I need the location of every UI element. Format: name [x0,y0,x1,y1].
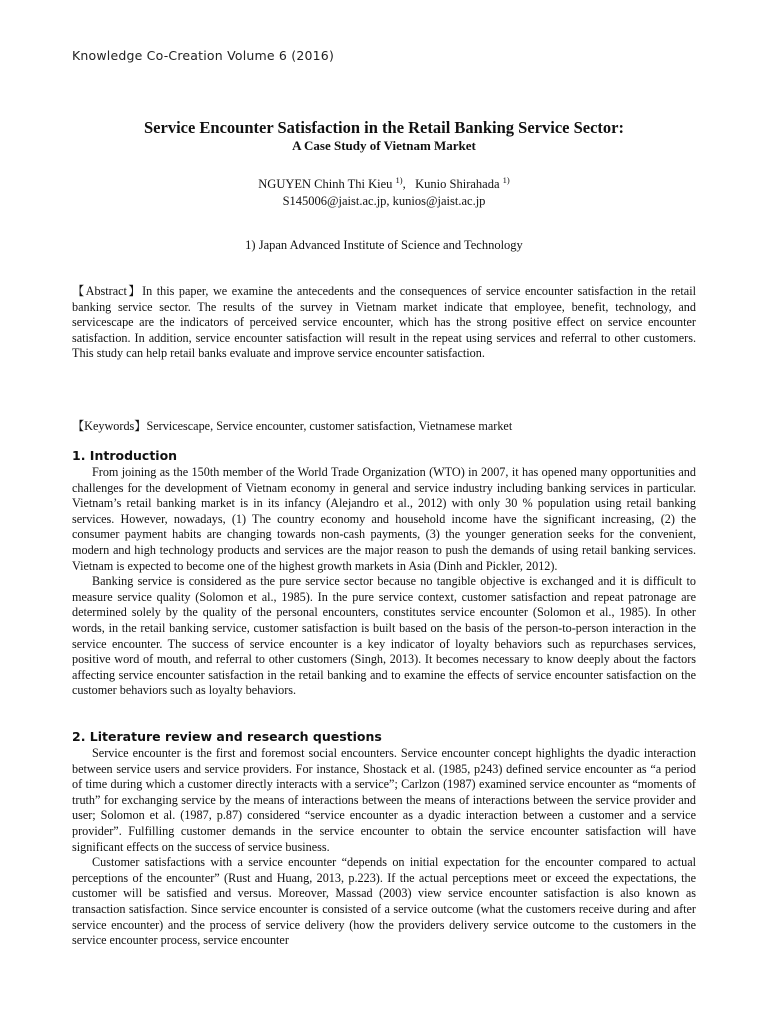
abstract-section [72,284,696,362]
author-line [72,172,696,193]
body-paragraph: Service encounter is the first and foremost social encounters. Service encounter concept highlights the dyadic interaction between service users and service providers. For instance, Shostack et al. (1985, p243) defined service encounter as “a period of time during which a customer directly interacts with a service”; Carlzon (1987) examined service encounter as “moments of truth” for exchanging service by the means of interactions between the means of interactions between the service provider and user; Solomon et al. (1987, p.87) considered “service encounter as a dyadic interaction between a customer and a service provider”. Fulfilling customer demands in the service encounter to obtain the service encounter satisfaction will have significant effects on the success of service business. [72,746,696,854]
title-block [72,118,696,154]
abstract-paragraph [72,284,696,362]
keywords-paragraph [72,419,696,435]
author-name: NGUYEN Chinh Thi Kieu [258,177,393,192]
section-heading: 2. Literature review and research questions [72,729,382,744]
affiliation: 1) Japan Advanced Institute of Science and Technology [245,238,523,252]
abstract-label: 【Abstract】 [72,284,143,298]
keywords-label: 【Keywords】 [72,419,147,433]
body-paragraph: Banking service is considered as the pure service sector because no tangible objective is exchanged and it is difficult to measure service quality (Solomon et al., 1985). In the pure service context, customer satisfaction and repeat patronage are determined solely by the quality of the personal encounters, constitutes service encounter (Solomon et al., 1985). In other words, in the retail banking service, customer satisfaction is built based on the basis of the person-to-person interaction in the service encounter. The success of service encounter is a key indicator of loyalty behaviors such as repurchases services, positive word of mouth, and referral to other customers (Singh, 2013). It becomes necessary to know deeply about the factors affecting service encounter satisfaction in the retail banking and to examine the effects of service encounter satisfaction on the customer behaviors such as loyalty behaviors. [72,574,696,698]
author-name: Kunio Shirahada [415,177,500,192]
body-paragraph: From joining as the 150th member of the World Trade Organization (WTO) in 2007, it has opened many opportunities and challenges for the development of Vietnam economy in general and service industry including banking services in particular. Vietnam’s retail banking market is in its infancy (Alejandro et al., 2012) with only 30 % population using retail banking services. However, nowadays, (1) The country economy and household income have the significant increasing, (2) the consumer payment habits are changing towards non-cash payments, (3) the younger generation seeks for the convenient, modern and high technology products and services are the major reason to push the demands of using retail banking services. Vietnam is expected to become one of the highest growth markets in Asia (Dinh and Pickler, 2012). [72,465,696,573]
keywords-section [72,419,696,435]
body-paragraph: Customer satisfactions with a service encounter “depends on initial expectation for the encounter compared to actual perceptions of the encounter” (Rust and Huang, 2013, p.223). If the actual perceptions meet or exceed the expectations, the customer will be satisfied and versus. Moreover, Massad (2003) view service encounter satisfaction is also known as transaction satisfaction. Since service encounter is consisted of a service outcome (what the customers receive during and after service encounter) and the process of service delivery (how the providers delivery service outcome to the customers in the service encounter process, service encounter [72,855,696,948]
section-heading: 1. Introduction [72,448,178,463]
author-emails: S145006@jaist.ac.jp, kunios@jaist.ac.jp [282,194,486,209]
paper-title: Service Encounter Satisfaction in the Retail Banking Service Sector: [144,118,624,137]
section-introduction [72,448,696,699]
author-separator: , [402,177,406,192]
paper-subtitle: A Case Study of Vietnam Market [292,138,476,153]
running-head: Knowledge Co-Creation Volume 6 (2016) [72,48,335,63]
abstract-text: In this paper, we examine the antecedents and the consequences of service encounter satisfaction in the retail banking service sector. The results of the survey in Vietnam market indicate that employee, benefit, technology, and servicescape are the indicators of perceived service encounter, which has the strong positive effect on service encounter satisfaction. In addition, service encounter satisfaction will result in the repeat using services and referral to other customers. This study can help retail banks evaluate and improve service encounter satisfaction. [72,284,696,361]
author-block [72,172,696,210]
keywords-text: Servicescape, Service encounter, customer satisfaction, Vietnamese market [146,419,513,433]
author-affil-mark: 1) [502,175,510,185]
author-affil-mark: 1) [395,175,403,185]
section-literature-review [72,729,696,949]
